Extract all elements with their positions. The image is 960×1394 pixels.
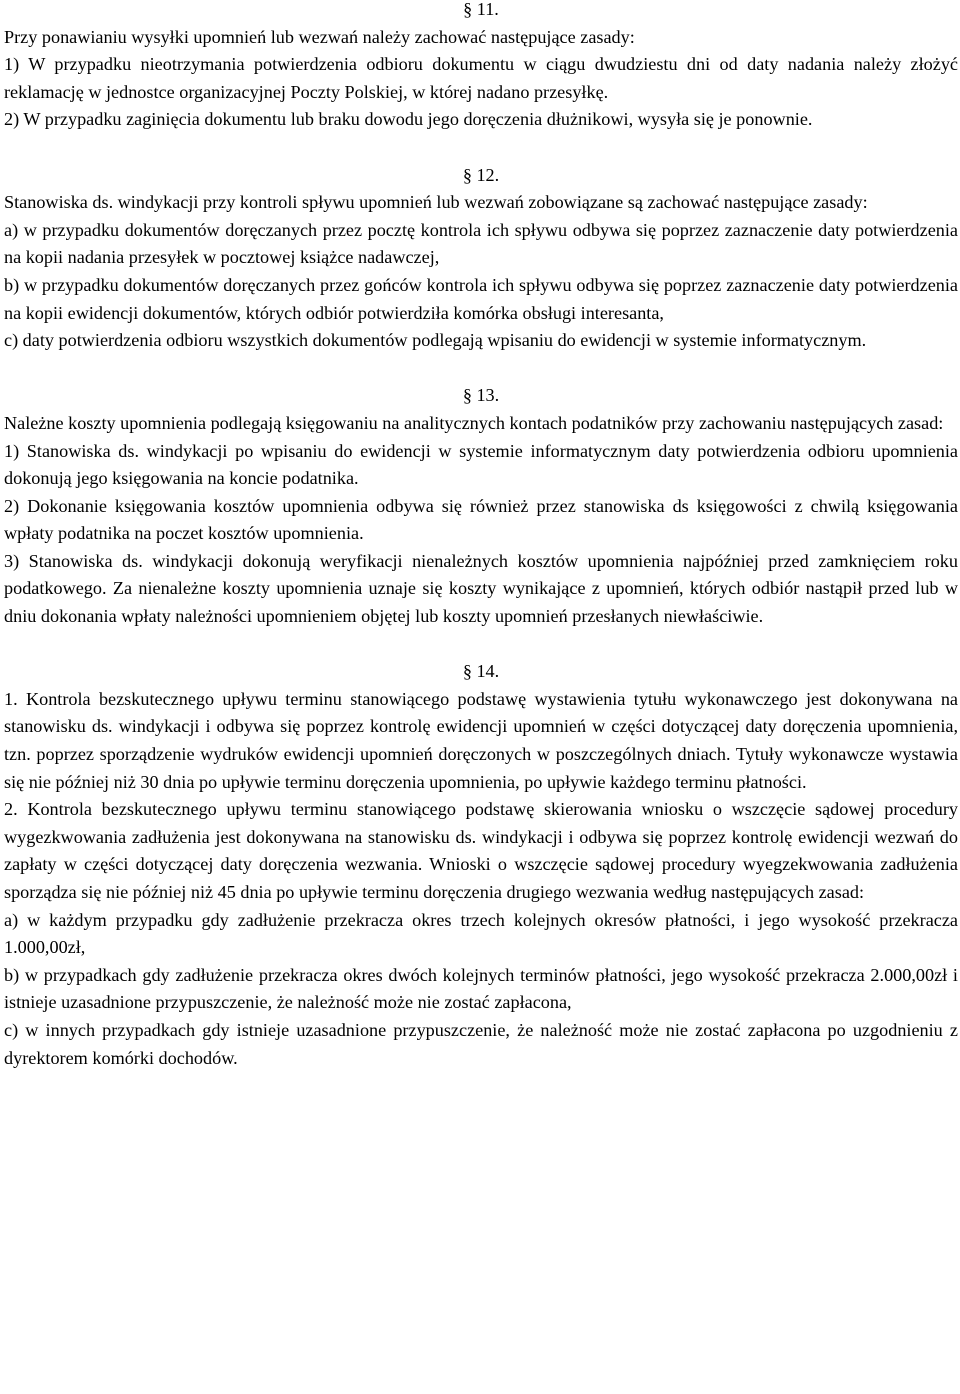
section-intro: Przy ponawianiu wysyłki upomnień lub wezwań należy zachować następujące zasady:	[4, 26, 635, 47]
section-heading: § 12.	[462, 164, 500, 185]
section-paragraph: c) w innych przypadkach gdy istnieje uzasadnione przypuszczenie, że należność może nie zostać zapłacona po uzgodnieniu z dyrektorem komórki dochodów.	[4, 1019, 958, 1068]
section-intro: Stanowiska ds. windykacji przy kontroli spływu upomnień lub wezwań zobowiązane są zachować następujące zasady:	[4, 192, 868, 213]
section-paragraph: 2. Kontrola bezskutecznego upływu terminu stanowiącego podstawę skierowania wniosku o wszczęcie sądowej procedury wygezkwowania zadłużenia jest dokonywana na stanowisku ds. windykacji i odbywa się poprzez kontrolę ewidencji wezwań do zapłaty w części dotyczącej daty doręczenia wezwania. Wnioski o wszczęcie sądowej procedury wyegzekwowania zadłużenia sporządza się nie później niż 45 dnia po upływie terminu doręczenia drugiego wezwania według następujących zasad:	[4, 799, 958, 902]
section-14	[4, 658, 958, 1072]
section-paragraph: 1. Kontrola bezskutecznego upływu terminu stanowiącego podstawę wystawienia tytułu wykonawczego jest dokonywana na stanowisku ds. windykacji i odbywa się poprzez kontrolę ewidencji upomnień w części dotyczącej daty doręczenia upomnienia, tzn. poprzez sporządzenie wydruków ewidencji upomnień doręczonych w poszczególnych dniach. Tytuły wykonawcze wystawia się nie później niż 30 dnia po upływie terminu doręczenia upomnienia, po upływie każdego terminu płatności.	[4, 688, 958, 792]
section-11	[4, 0, 958, 134]
section-intro: Należne koszty upomnienia podlegają księgowaniu na analitycznych kontach podatników przy zachowaniu następujących zasad:	[4, 412, 944, 433]
section-paragraph: 3) Stanowiska ds. windykacji dokonują weryfikacji nienależnych kosztów upomnienia najpóźniej przed zamknięciem roku podatkowego. Za nienależne koszty upomnienia uznaje się koszty wynikające z upomnień, których odbiór nastąpił przed lub w dniu dokonania wpłaty należności upomnieniem objętej lub koszty upomnień przesłanych niewłaściwie.	[4, 550, 958, 627]
section-spacer	[4, 355, 958, 383]
document-page	[4, 0, 958, 1072]
section-spacer	[4, 134, 958, 162]
section-paragraph: a) w przypadku dokumentów doręczanych przez pocztę kontrola ich spływu odbywa się poprzez zaznaczenie daty potwierdzenia na kopii nadania przesyłek w pocztowej książce nadawczej,	[4, 219, 958, 268]
section-heading: § 14.	[462, 661, 500, 682]
section-13	[4, 382, 958, 630]
section-paragraph: 2) Dokonanie księgowania kosztów upomnienia odbywa się również przez stanowiska ds księgowości z chwilą księgowania wpłaty podatnika na poczet kosztów upomnienia.	[4, 495, 958, 544]
section-paragraph: 1) W przypadku nieotrzymania potwierdzenia odbioru dokumentu w ciągu dwudziestu dni od daty nadania należy złożyć reklamację w jednostce organizacyjnej Poczty Polskiej, w której nadano przesyłkę.	[4, 54, 958, 102]
section-paragraph: 2) W przypadku zaginięcia dokumentu lub braku dowodu jego doręczenia dłużnikowi, wysyła się je ponownie.	[4, 109, 813, 130]
section-paragraph: a) w każdym przypadku gdy zadłużenie przekracza okres trzech kolejnych okresów płatności, i jego wysokość przekracza 1.000,00zł,	[4, 909, 958, 958]
section-paragraph: b) w przypadku dokumentów doręczanych przez gońców kontrola ich spływu odbywa się poprzez zaznaczenie daty potwierdzenia na kopii ewidencji dokumentów, których odbiór potwierdziła komórka obsługi interesanta,	[4, 274, 958, 323]
section-12	[4, 162, 958, 355]
section-heading: § 13.	[462, 385, 500, 406]
section-spacer	[4, 631, 958, 659]
section-paragraph: 1) Stanowiska ds. windykacji po wpisaniu do ewidencji w systemie informatycznym daty potwierdzenia odbioru upomnienia dokonują jego księgowania na koncie podatnika.	[4, 440, 958, 489]
section-heading: § 11.	[463, 0, 499, 19]
section-paragraph: c) daty potwierdzenia odbioru wszystkich dokumentów podlegają wpisaniu do ewidencji w systemie informatycznym.	[4, 330, 867, 351]
section-paragraph: b) w przypadkach gdy zadłużenie przekracza okres dwóch kolejnych terminów płatności, jego wysokość przekracza 2.000,00zł i istnieje uzasadnione przypuszczenie, że należność może nie zostać zapłacona,	[4, 964, 958, 1013]
